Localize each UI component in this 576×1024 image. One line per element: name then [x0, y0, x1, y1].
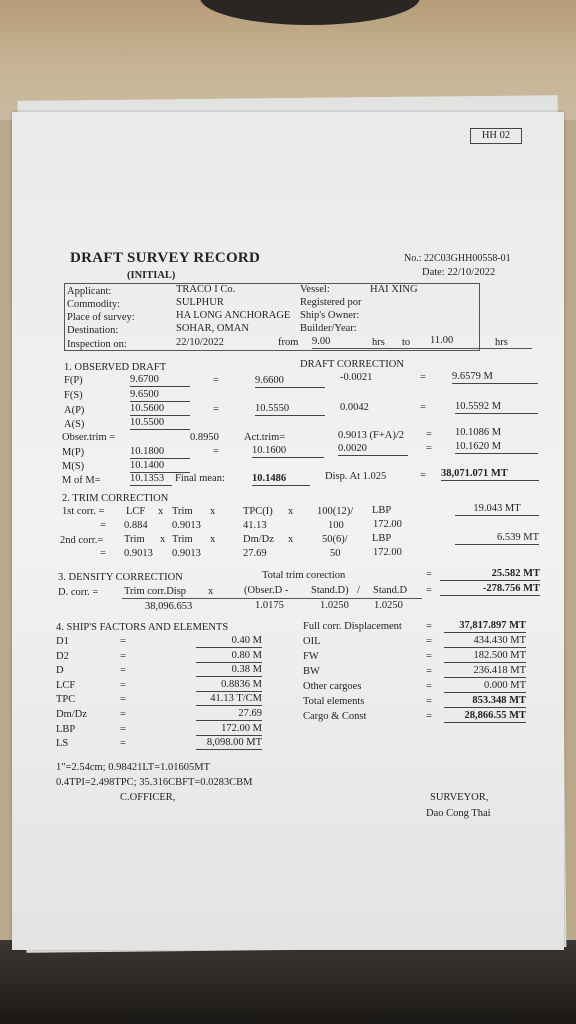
element-value: 236.418 MT: [444, 665, 526, 678]
conversion-line-1: 1"=2.54cm; 0.98421LT=1.01605MT: [56, 762, 210, 773]
trim-value-3: 0.9013: [172, 548, 201, 559]
x-1: x: [158, 506, 164, 517]
stand-d-value-2: 1.0250: [374, 600, 403, 611]
a-correction: 0.0042: [340, 402, 369, 413]
eq-5: =: [426, 429, 432, 440]
stand-d-label-2: Stand.D: [373, 585, 408, 596]
mofm-label: M of M=: [62, 475, 101, 486]
f-mean: 9.6600: [255, 375, 325, 388]
fp-value: 9.6700: [130, 374, 190, 387]
element-value: 37,817.897 MT: [444, 620, 526, 633]
element-label: FW: [303, 651, 319, 662]
element-label: OIL: [303, 636, 321, 647]
element-value: 28,866.55 MT: [444, 710, 526, 723]
stand-d-value: 1.0250: [320, 600, 349, 611]
from-label: from: [278, 337, 299, 348]
final-mean-label: Final mean:: [175, 473, 225, 484]
as-label: A(S): [64, 419, 85, 430]
trim-corr-disp-label: Trim corr.Disp: [124, 586, 187, 597]
lcf-text: LCF: [126, 506, 146, 517]
report-number: No.: 22C03GHH00558-01: [404, 253, 511, 264]
from-time: 9.00: [312, 336, 331, 347]
first-corr-label: 1st corr. =: [62, 506, 105, 517]
dmdz-value: 27.69: [243, 548, 267, 559]
element-label: Total elements: [303, 696, 365, 707]
element-label: BW: [303, 666, 320, 677]
trim-value-1: 0.9013: [172, 520, 201, 531]
factor-equals: =: [120, 738, 126, 750]
total-trim-value: 25.582 MT: [440, 568, 540, 581]
obser-d-value: 1.0175: [255, 600, 284, 611]
observed-heading: 1. OBSERVED DRAFT: [64, 362, 167, 373]
surveyor-name: Dao Cong Thai: [426, 808, 491, 819]
officer-signature: C.OFFICER,: [120, 792, 176, 803]
disp-value: 38,071.071 MT: [441, 468, 539, 481]
disp-for-density: 38,096.653: [145, 601, 193, 612]
trim-value-2: 0.9013: [124, 548, 153, 559]
factors-heading: 4. SHIP'S FACTORS AND ELEMENTS: [56, 622, 229, 633]
destination-label: Destination:: [67, 325, 119, 336]
surveyor-label: SURVEYOR,: [430, 792, 489, 803]
m-mean: 10.1600: [252, 445, 324, 458]
element-label: Cargo & Const: [303, 711, 367, 722]
d-corr-label: D. corr. =: [58, 587, 99, 598]
m-correction: 0.0020: [338, 443, 408, 456]
dmdz-text: Dm/Dz: [243, 534, 274, 545]
density-heading: 3. DENSITY CORRECTION: [58, 572, 183, 583]
ms-value: 10.1400: [130, 460, 190, 473]
document-page: [12, 112, 564, 950]
x-7: x: [208, 586, 214, 597]
mp-value: 10.1800: [130, 446, 190, 459]
factor-value: 0.40 M: [196, 635, 262, 648]
fp-label: F(P): [64, 375, 83, 386]
commodity-label: Commodity:: [67, 299, 121, 310]
factor-value: 41.13 T/CM: [196, 693, 262, 706]
element-equals: =: [426, 711, 432, 722]
factor-value: 8,098.00 MT: [196, 737, 262, 750]
lcf-value: 0.884: [124, 520, 148, 531]
tpc-text: TPC(I): [243, 506, 273, 517]
factor-equals: =: [120, 636, 126, 647]
report-date: Date: 22/10/2022: [422, 267, 496, 278]
factor-label: LBP: [56, 723, 76, 735]
element-equals: =: [426, 651, 432, 662]
document-title: DRAFT SURVEY RECORD: [70, 250, 261, 266]
eq-9: =: [100, 520, 106, 531]
fifty-6: 50(6)/: [322, 534, 348, 545]
density-fraction-line: [122, 598, 422, 599]
f-correction: -0.0021: [340, 372, 373, 383]
eq-11: =: [426, 569, 432, 580]
correction-heading: DRAFT CORRECTION: [300, 359, 404, 370]
x-3: x: [288, 506, 294, 517]
eq-10: =: [100, 548, 106, 559]
factor-value: 0.38 M: [196, 664, 262, 677]
element-value: 434.430 MT: [444, 635, 526, 648]
eq-3: =: [213, 404, 219, 415]
applicant-label: Applicant:: [67, 286, 112, 297]
registered-label: Registered por: [300, 297, 362, 308]
a-mean: 10.5550: [255, 403, 325, 416]
final-mean-value: 10.1486: [252, 473, 310, 486]
eq-4: =: [420, 402, 426, 413]
owner-label: Ship's Owner:: [300, 310, 360, 321]
stand-d-label: Stand.D): [311, 585, 349, 596]
trim-text-2: Trim: [124, 534, 145, 545]
element-label: Other cargoes: [303, 681, 362, 692]
hundred-12: 100(12)/: [317, 506, 354, 517]
factor-label: D: [56, 665, 64, 677]
builder-label: Builder/Year:: [300, 323, 357, 334]
factor-equals: =: [120, 650, 126, 662]
x-2: x: [210, 506, 216, 517]
element-equals: =: [426, 666, 432, 677]
factor-label: D1: [56, 636, 69, 647]
trim-text-3: Trim: [172, 534, 193, 545]
x-4: x: [160, 534, 166, 545]
vessel-label: Vessel:: [300, 284, 330, 295]
factor-equals: =: [120, 723, 126, 735]
as-value: 10.5500: [130, 417, 190, 430]
place-value: HA LONG ANCHORAGE: [176, 310, 291, 321]
fa-half: 10.1086 M: [455, 427, 502, 438]
ms-label: M(S): [62, 461, 85, 472]
time-underline: [312, 348, 532, 349]
element-equals: =: [426, 681, 432, 692]
hundred: 100: [328, 520, 344, 531]
factor-label: Dm/Dz: [56, 709, 87, 720]
element-label: Full corr. Displacement: [303, 621, 402, 632]
mofm-value: 10.1353: [130, 473, 172, 486]
factor-value: 0.8836 M: [196, 679, 262, 692]
to-label: to: [402, 337, 411, 348]
lbp-text-2: LBP: [372, 533, 392, 544]
element-equals: =: [426, 621, 432, 632]
eq-1: =: [213, 375, 219, 386]
x-6: x: [288, 534, 294, 545]
place-label: Place of survey:: [67, 312, 135, 323]
eq-12: =: [426, 585, 432, 596]
factor-equals: =: [120, 709, 126, 720]
trim-heading: 2. TRIM CORRECTION: [62, 493, 169, 504]
trim-text-1: Trim: [172, 506, 193, 517]
destination-value: SOHAR, OMAN: [176, 323, 249, 334]
hrs-label-2: hrs: [495, 337, 508, 348]
element-value: 853.348 MT: [444, 695, 526, 708]
factor-value: 172.00 M: [196, 723, 262, 736]
doc-code: HH 02: [470, 128, 522, 144]
conversion-line-2: 0.4TPI=2.498TPC; 35.316CBFT=0.0283CBM: [56, 777, 253, 788]
fifty: 50: [330, 548, 341, 559]
eq-2: =: [420, 372, 426, 383]
element-equals: =: [426, 696, 432, 707]
factor-label: TPC: [56, 694, 76, 706]
factor-equals: =: [120, 679, 126, 691]
first-corr-result: 19.043 MT: [455, 503, 539, 516]
element-value: 182.500 MT: [444, 650, 526, 663]
obs-trim-value: 0.8950: [190, 432, 219, 443]
eq-7: =: [426, 443, 432, 454]
fs-label: F(S): [64, 390, 83, 401]
factor-equals: =: [120, 694, 126, 706]
factor-equals: =: [120, 665, 126, 677]
second-corr-label: 2nd corr.=: [60, 535, 104, 546]
commodity-value: SULPHUR: [176, 297, 224, 308]
f-corrected: 9.6579 M: [452, 371, 538, 384]
x-5: x: [210, 534, 216, 545]
applicant-value: TRACO I Co.: [176, 284, 236, 295]
slash: /: [357, 585, 360, 596]
element-equals: =: [426, 636, 432, 647]
factor-value: 27.69: [196, 708, 262, 721]
document-subtitle: (INITIAL): [127, 270, 176, 281]
factor-value: 0.80 M: [196, 650, 262, 663]
inspection-value: 22/10/2022: [176, 337, 224, 348]
ap-label: A(P): [64, 405, 85, 416]
background-bottom: [0, 940, 576, 1024]
factor-label: LS: [56, 738, 69, 750]
a-corrected: 10.5592 M: [455, 401, 538, 414]
lbp-value-1: 172.00: [373, 519, 402, 530]
eq-8: =: [420, 470, 426, 481]
tpc-value: 41.13: [243, 520, 267, 531]
inspection-label: Inspection on:: [67, 339, 127, 350]
eq-6: =: [213, 446, 219, 457]
second-corr-result: 6.539 MT: [455, 532, 539, 545]
lbp-text-1: LBP: [372, 505, 392, 516]
total-trim-label: Total trim corection: [262, 570, 346, 581]
vessel-value: HAI XING: [370, 284, 418, 295]
ap-value: 10.5600: [130, 403, 190, 416]
obs-trim-label: Obser.trim =: [62, 432, 116, 443]
m-corrected: 10.1620 M: [455, 441, 538, 454]
disp-label: Disp. At 1.025: [325, 471, 387, 482]
act-trim-label: Act.trim=: [244, 432, 286, 443]
element-value: 0.000 MT: [444, 680, 526, 693]
lbp-value-2: 172.00: [373, 547, 402, 558]
hrs-label-1: hrs: [372, 337, 385, 348]
mp-label: M(P): [62, 447, 85, 458]
density-result: -278.756 MT: [440, 583, 540, 596]
to-time: 11.00: [430, 335, 454, 346]
factor-label: D2: [56, 650, 69, 662]
factor-label: LCF: [56, 679, 76, 691]
trim-calc: 0.9013 (F+A)/2: [338, 430, 405, 441]
fs-value: 9.6500: [130, 389, 190, 402]
obser-d-label: (Obser.D -: [244, 585, 289, 596]
